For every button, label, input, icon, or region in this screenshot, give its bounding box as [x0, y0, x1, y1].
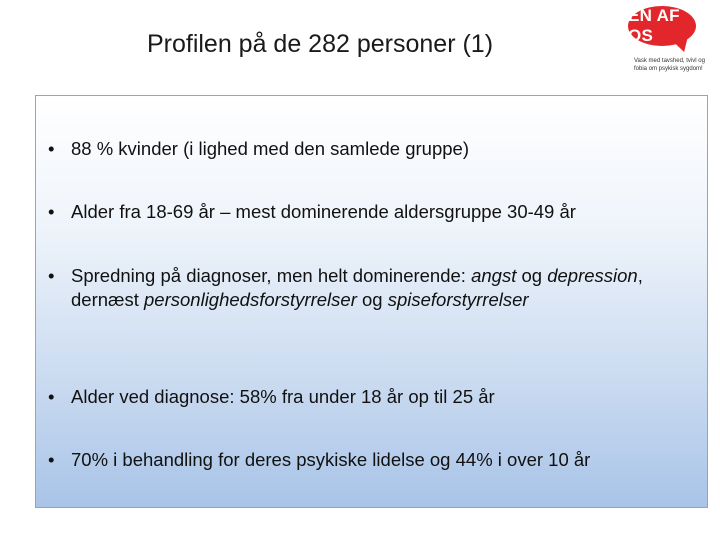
bullet-dot-icon: •: [48, 138, 55, 159]
bullet-text-part: og: [516, 265, 548, 286]
logo-text: EN AF OS: [628, 6, 680, 45]
bullet-item: [36, 385, 699, 409]
bullet-text: Alder fra 18-69 år – mest dominerende aldersgruppe 30-49 år: [71, 201, 576, 222]
bullet-text: 70% i behandling for deres psykiske lidelse og 44% i over 10 år: [71, 449, 591, 470]
bullet-text-part: og: [356, 289, 388, 310]
bullet-dot-icon: •: [48, 386, 55, 407]
bullet-dot-icon: •: [48, 265, 55, 286]
en-af-os-logo: [626, 4, 706, 90]
bullet-text-part: Spredning på diagnoser, men helt dominerende:: [71, 265, 472, 286]
bullet-item: [36, 137, 699, 161]
content-box: [35, 95, 708, 508]
bullet-emphasis-spiseforstyrrelser: spiseforstyrrelser: [387, 289, 529, 310]
bullet-text: 88 % kvinder (i lighed med den samlede gruppe): [71, 138, 469, 159]
bullet-text-part: , dernæst: [71, 265, 643, 310]
bullet-emphasis-angst: angst: [471, 265, 517, 286]
bullet-item: [36, 264, 699, 312]
bullet-item: [36, 448, 699, 472]
bullet-dot-icon: •: [48, 449, 55, 470]
bullet-item: [36, 200, 699, 224]
bullet-dot-icon: •: [48, 201, 55, 222]
bullet-text: Alder ved diagnose: 58% fra under 18 år op til 25 år: [71, 386, 495, 407]
bullet-emphasis-personlighedsforstyrrelser: personlighedsforstyrrelser: [144, 289, 357, 310]
slide-title: Profilen på de 282 personer (1): [146, 30, 494, 58]
bullet-emphasis-depression: depression: [547, 265, 638, 286]
logo-tagline: Vask med tavshed, tvivl og fobia om psykisk sygdom!: [634, 58, 705, 72]
